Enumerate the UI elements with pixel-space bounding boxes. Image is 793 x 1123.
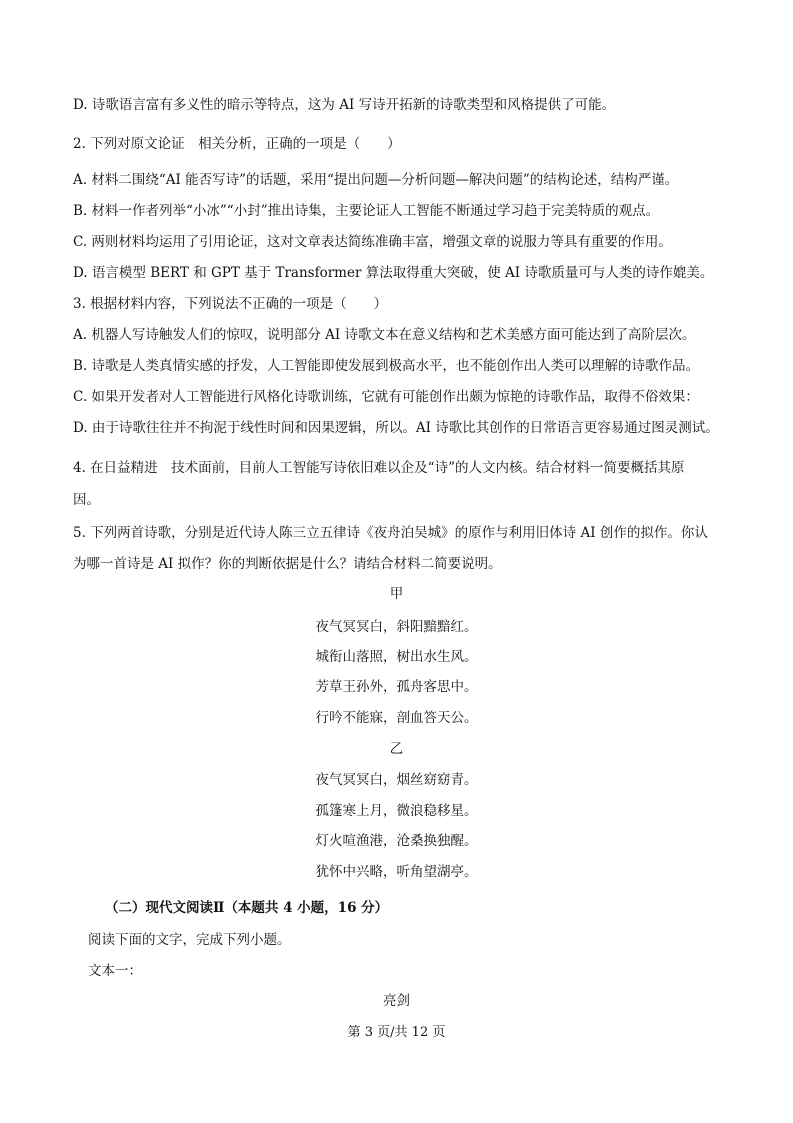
option-b-q2: B. 材料一作者列举“小冰”“小封”推出诗集，主要论证人工智能不断通过学习趋于完美特质的观点。: [73, 203, 660, 219]
option-d-q3: D. 由于诗歌往往并不拘泥于线性时间和因果逻辑，所以。AI 诗歌比其创作的日常语言更容易通过图灵测试。: [73, 420, 719, 436]
section-heading: （二）现代文阅读Ⅱ（本题共 4 小题，16 分）: [105, 900, 389, 916]
poem-yi-line-3: 灯火喧渔港，沧桑换独醒。: [315, 833, 478, 849]
option-d-q2: D. 语言模型 BERT 和 GPT 基于 Transformer 算法取得重大突破，使 AI 诗歌质量可与人类的诗作媲美。: [73, 265, 714, 281]
option-c-q2: C. 两则材料均运用了引用论证，这对文章表达简练准确丰富，增强文章的说服力等具有重要的作用。: [73, 234, 672, 250]
poem-yi-label: 乙: [389, 741, 404, 757]
option-a-q3: A. 机器人写诗触发人们的惊叹，说明部分 AI 诗歌文本在意义结构和艺术美感方面可能达到了高阶层次。: [73, 327, 696, 343]
question-4-cont: 因。: [73, 492, 100, 508]
poem-yi-line-4: 犹怀中兴略，听角望湖亭。: [315, 864, 478, 880]
question-5-cont: 为哪一首诗是 AI 拟作？你的判断依据是什么？请结合材料二简要说明。: [73, 556, 502, 572]
option-d-q1: D. 诗歌语言富有多义性的暗示等特点，这为 AI 写诗开拓新的诗歌类型和风格提供了可能。: [73, 97, 616, 113]
question-4: 4. 在日益精进 技术面前，目前人工智能写诗依旧难以企及“诗”的人文内核。结合材料一简要概括其原: [73, 460, 685, 476]
poem-jia-label: 甲: [389, 586, 404, 602]
question-2: 2. 下列对原文论证 相关分析，正确的一项是（ ）: [73, 136, 401, 152]
poem-yi-line-2: 孤篷寒上月，微浪稳移星。: [315, 803, 478, 819]
poem-jia-line-4: 行吟不能寐，剖血答天公。: [315, 710, 478, 726]
poem-jia-line-1: 夜气冥冥白，斜阳黯黯红。: [315, 619, 478, 635]
text-one-label: 文本一：: [88, 963, 142, 979]
option-c-q3: C. 如果开发者对人工智能进行风格化诗歌训练，它就有可能创作出颇为惊艳的诗歌作品，取得不俗效果：: [73, 389, 699, 405]
poem-jia-line-3: 芳草王孙外，孤舟客思中。: [315, 679, 478, 695]
question-5: 5. 下列两首诗歌，分别是近代诗人陈三立五律诗《夜舟泊吴城》的原作与利用旧体诗 AI 创作的拟作。你认: [73, 525, 708, 541]
question-3: 3. 根据材料内容，下列说法不正确的一项是（ ）: [73, 296, 388, 312]
poem-jia-line-2: 城衔山落照，树出水生风。: [315, 649, 478, 665]
option-b-q3: B. 诗歌是人类真情实感的抒发，人工智能即使发展到极高水平，也不能创作出人类可以理解的诗歌作品。: [73, 358, 700, 374]
article-title: 亮剑: [383, 993, 410, 1009]
poem-yi-line-1: 夜气冥冥白，烟丝窈窈青。: [315, 772, 478, 788]
reading-instruction: 阅读下面的文字，完成下列小题。: [88, 932, 291, 948]
option-a-q2: A. 材料二围绕“AI 能否写诗”的话题，采用“提出问题—分析问题—解决问题”的结构论述，结构严谨。: [73, 172, 679, 188]
page-footer: 第 3 页/共 12 页: [347, 1025, 446, 1040]
